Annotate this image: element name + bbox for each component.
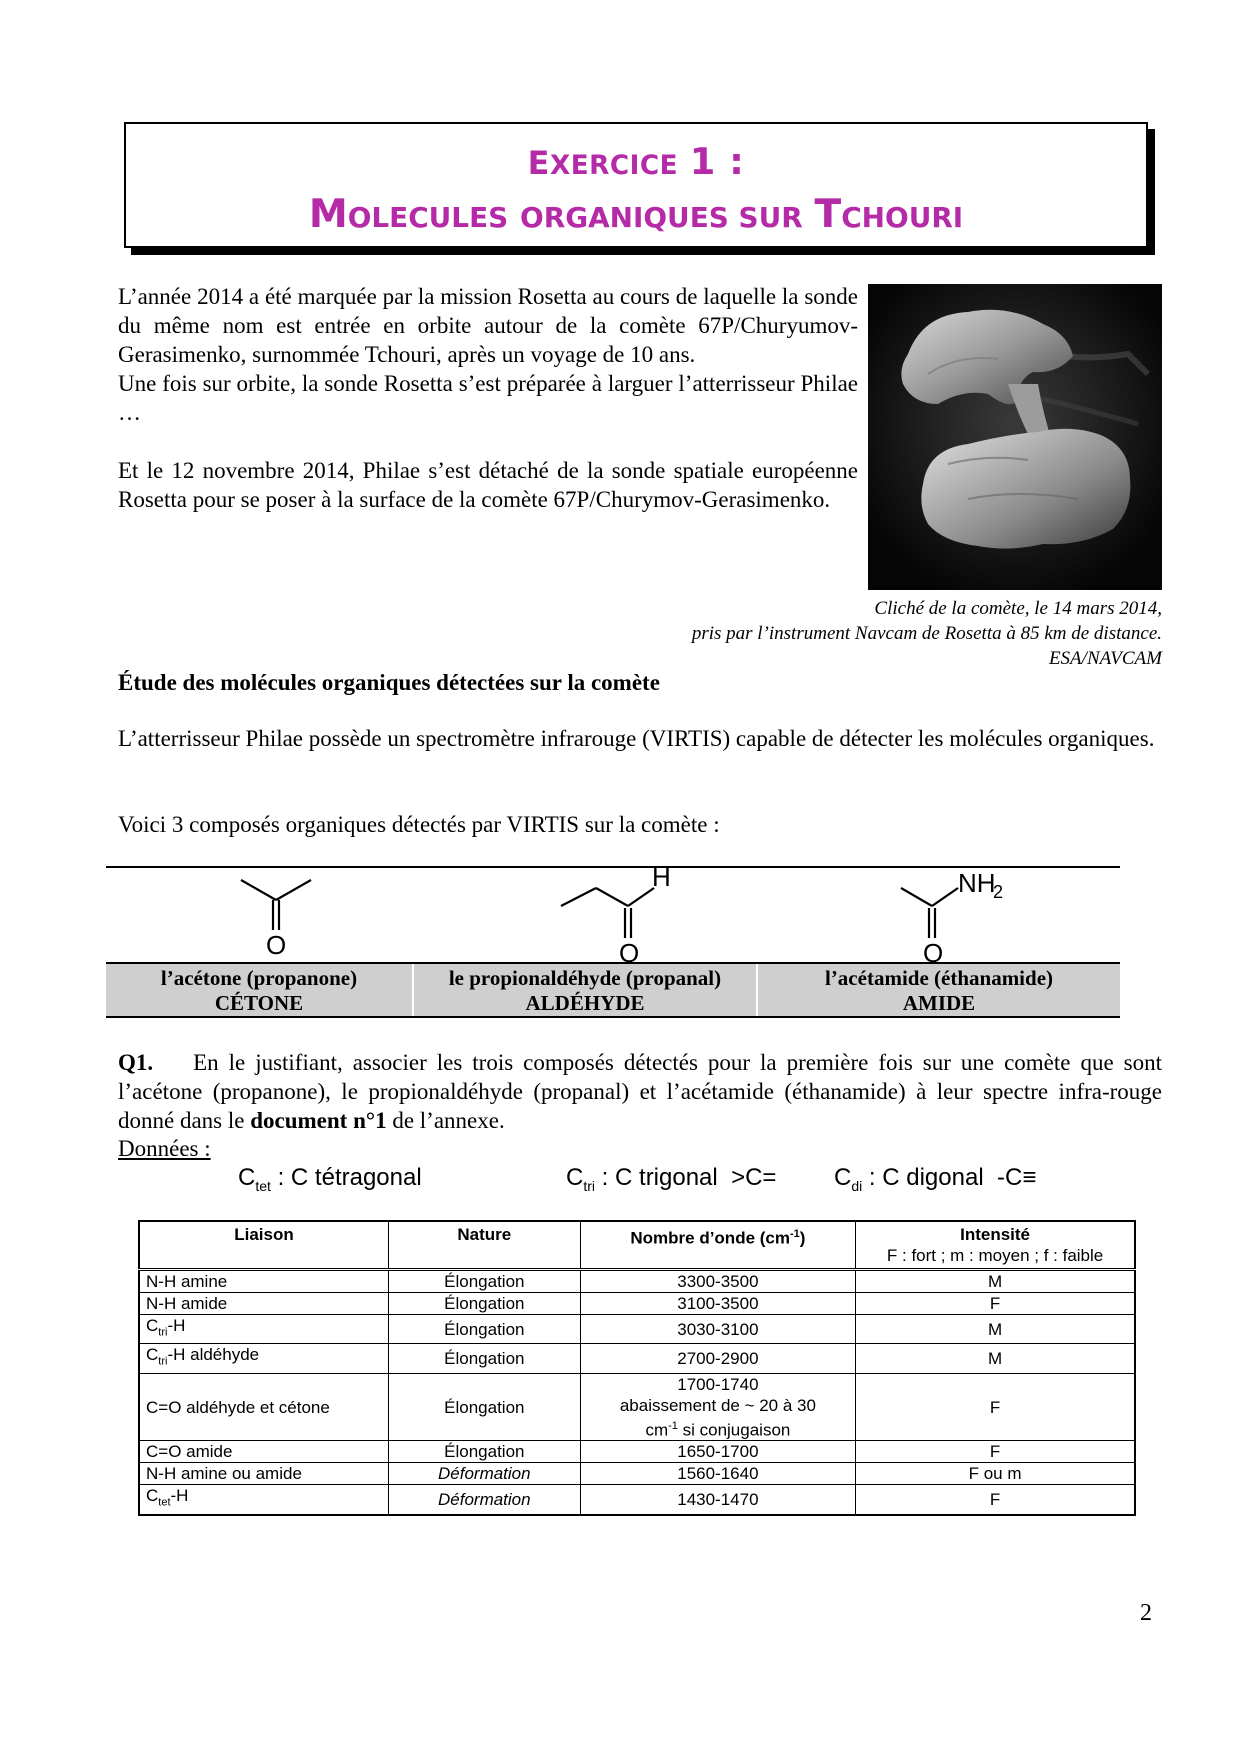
header-liaison: Liaison [139,1221,388,1270]
question-1-label: Q1. [118,1050,154,1075]
header-intensite: Intensité F : fort ; m : moyen ; f : faible [856,1221,1135,1270]
acetone-structure [241,880,311,930]
intro-paragraph-2: Une fois sur orbite, la sonde Rosetta s’est préparée à larguer l’atterrisseur Philae … [118,371,858,425]
table-row: C=O aldéhyde et cétone Élongation 1700-1740 abaissement de ~ 20 à 30 $cm^{-1}$ si conjugaison F [139,1373,1135,1441]
molecule-acetamide: l’acétamide (éthanamide) AMIDE [824,966,1054,1015]
table-row: $C_{tet}-H$ Déformation 1430-1470 F [139,1485,1135,1515]
carbon-type-digonal: $C_{di}$ : C digonal -C≡ [834,1164,1037,1194]
compounds-intro: Voici 3 composés organiques détectés par VIRTIS sur la comète : [118,812,720,837]
propanal-structure [561,888,654,938]
caption-line-2: pris par l’instrument Navcam de Rosetta à 85 km de distance. [691,623,1162,644]
acetamide-oxygen: O [923,938,944,964]
intro-paragraph-3: Et le 12 novembre 2014, Philae s’est détaché de la sonde spatiale européenne Rosetta pour se poser à la surface de la comète 67P/Churymov-Gerasimenko. [118,458,858,512]
exercise-title-line1: EXERCICE 1 : [527,140,745,183]
propanal-oxygen: O [619,938,640,964]
exercise-title-box [124,122,1148,248]
table-row: N-H amine ou amide Déformation 1560-1640 F ou m [139,1463,1135,1485]
molecules-table [106,866,1120,1018]
acetamide-structure [901,888,958,938]
ir-table-header [139,1221,1135,1270]
caption-line-1: Cliché de la comète, le 14 mars 2014, [874,598,1162,619]
question-1: Q1. En le justifiant, associer les trois composés détectés pour la première fois sur une comète que sont l’acétone (propanone), le propionaldéhyde (propanal) et l’acétamide (éthanamide) à leur spectre infra-rouge donné dans le document n°1 de l’annexe. [118,1050,1163,1133]
acetamide-nh: NH [958,868,996,898]
acetone-oxygen: O [266,930,287,960]
comet-photo [868,284,1162,590]
virtis-paragraph: L’atterrisseur Philae possède un spectromètre infrarouge (VIRTIS) capable de détecter les molécules organiques. [118,726,1155,751]
caption-line-3: ESA/NAVCAM [1048,648,1162,669]
molecule-propanal: le propionaldéhyde (propanal) ALDÉHYDE [448,966,722,1015]
table-row: N-H amide Élongation 3100-3500 F [139,1293,1135,1315]
table-row: N-H amine Élongation 3300-3500 M [139,1270,1135,1293]
ir-data-table [138,1220,1136,1516]
table-row: $C_{tri}-H$ aldéhyde Élongation 2700-2900 M [139,1344,1135,1373]
molecule-names-band [106,964,1120,1016]
header-nombre-onde: Nombre d’onde $(cm^{-1})$ [580,1221,855,1270]
section-title: Étude des molécules organiques détectées sur la comète [118,670,660,695]
exercise-title-line2: MOLECULES ORGANIQUES SUR TCHOURI [308,192,964,237]
molecule-acetone: l’acétone (propanone) CÉTONE [160,966,358,1015]
carbon-type-trigonal: $C_{tri}$ : C trigonal >C= [566,1164,777,1194]
molecule-structures [106,866,1120,964]
photo-caption [562,596,1162,671]
carbon-type-tetragonal: $C_{tet}$ : C tétragonal [238,1164,422,1194]
intro-text [118,282,858,514]
propanal-hydrogen: H [652,866,671,892]
donnees-label: Données : [118,1136,211,1161]
table-row: $C_{tri}-H$ Élongation 3030-3100 M [139,1315,1135,1344]
page-number: 2 [1140,1600,1152,1626]
intro-paragraph-1: L’année 2014 a été marquée par la mission Rosetta au cours de laquelle la sonde du même nom est entrée en orbite autour de la comète 67P/Churyumov-Gerasimenko, surnommée Tchouri, après un voyage de 10 ans. [118,284,858,367]
table-row: C=O amide Élongation 1650-1700 F [139,1441,1135,1463]
acetamide-nh-subscript: 2 [993,882,1004,902]
header-nature: Nature [388,1221,580,1270]
